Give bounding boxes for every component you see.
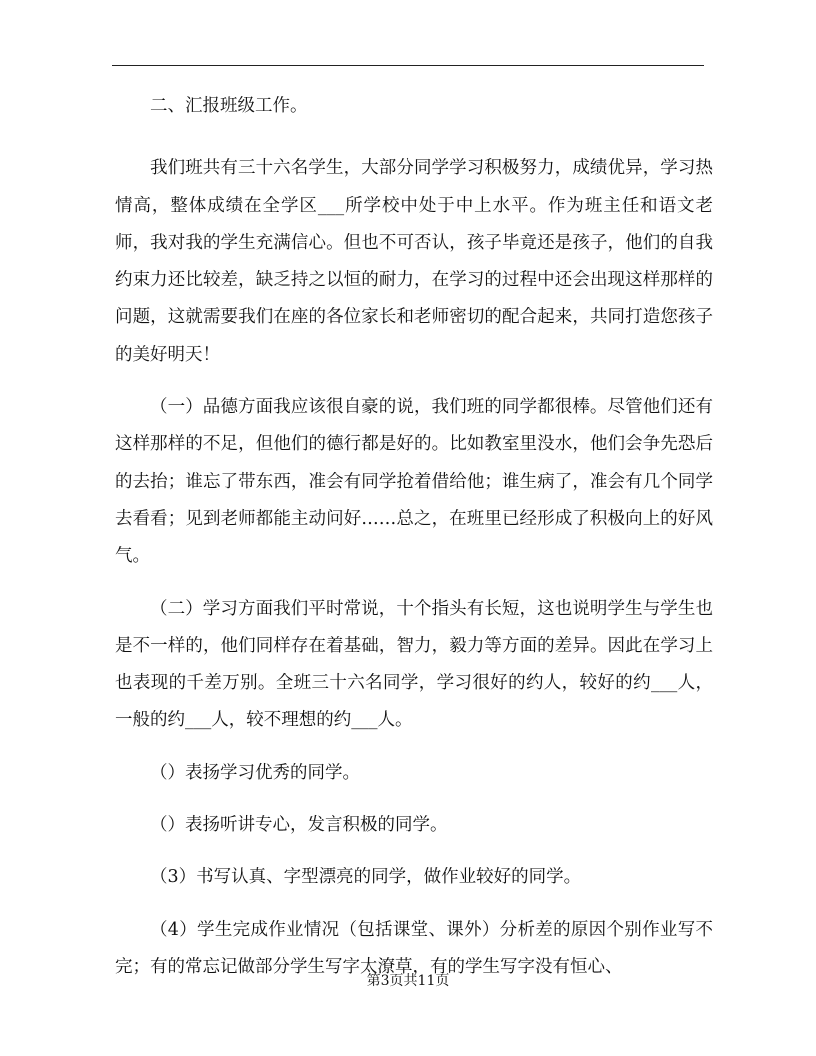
list-item-praise-excellent: （）表扬学习优秀的同学。: [150, 762, 360, 783]
page-number: 第3页共11页: [366, 973, 450, 989]
page-footer: [0, 972, 816, 990]
paragraph-moral: （一）品德方面我应该很自豪的说，我们班的同学都很棒。尽管他们还有这样那样的不足，但他们的德行都是好的。比如教室里没水，他们会争先恐后的去抬；谁忘了带东西，准会有同学抢着借给他；谁生病了，准会有几个同学去看看；见到老师都能主动问好……总之，在班里已经形成了积极向上的好风气。: [115, 397, 713, 567]
list-item-praise-attentive: （）表扬听讲专心，发言积极的同学。: [150, 815, 448, 836]
section-heading: 二、汇报班级工作。: [150, 96, 308, 116]
paragraph-study: （二）学习方面我们平时常说，十个指头有长短，这也说明学生与学生也是不一样的，他们同样存在着基础，智力，毅力等方面的差异。因此在学习上也表现的千差万别。全班三十六名同学，学习很好的约人，较好的约___人，一般的约___人，较不理想的约___人。: [115, 598, 713, 731]
document-body: [115, 88, 713, 1001]
list-item-homework: （4）学生完成作业情况（包括课堂、课外）分析差的原因个别作业写不完；有的常忘记做部分学生写字太潦草，有的学生写字没有恒心、: [115, 919, 713, 977]
list-item-praise-writing: （3）书写认真、字型漂亮的同学，做作业较好的同学。: [150, 867, 582, 888]
paragraph-class-overview: 我们班共有三十六名学生，大部分同学学习积极努力，成绩优异，学习热情高，整体成绩在全学区___所学校中处于中上水平。作为班主任和语文老师，我对我的学生充满信心。但也不可否认，孩子毕竟还是孩子，他们的自我约束力还比较差，缺乏持之以恒的耐力，在学习的过程中还会出现这样那样的问题，这就需要我们在座的各位家长和老师密切的配合起来，共同打造您孩子的美好明天！: [115, 158, 713, 365]
header-rule: [112, 65, 704, 66]
